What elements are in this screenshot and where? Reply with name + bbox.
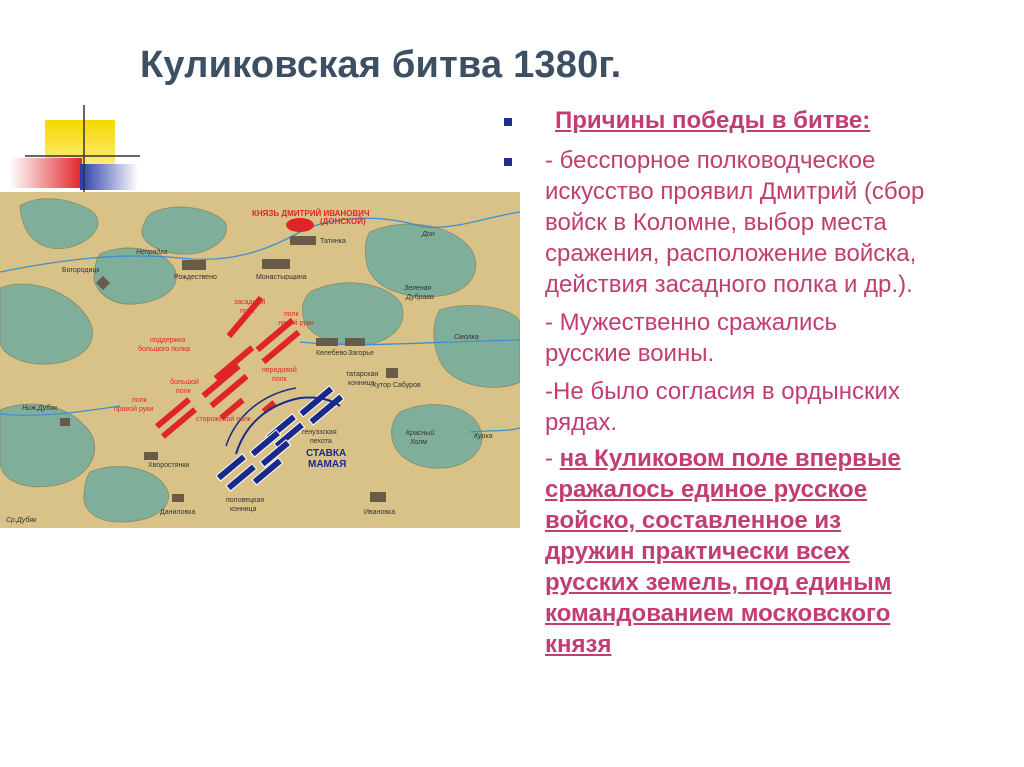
slide-title: Куликовская битва 1380г. bbox=[140, 44, 622, 86]
text-line: сражения, расположение войска, bbox=[545, 240, 917, 267]
label-bolshoy-1: большой bbox=[170, 379, 199, 386]
battle-map bbox=[0, 192, 520, 528]
label-krasny-2: Холм bbox=[410, 439, 428, 446]
text-line-emphasis: князя bbox=[545, 631, 612, 658]
label-levoy-1: полк bbox=[284, 311, 299, 318]
label-khvorostyanki: Хворостянки bbox=[148, 462, 190, 469]
red-gradient-bar bbox=[10, 158, 82, 188]
label-danilovka: Даниловка bbox=[160, 509, 196, 516]
label-polovetskaya-2: конница bbox=[230, 506, 257, 513]
label-nizhdubyak: Ниж.Дубяк bbox=[22, 405, 58, 412]
list-heading: Причины победы в битве: bbox=[555, 107, 871, 134]
village-rozhdestveno bbox=[182, 260, 206, 270]
label-storozhevoy: сторожевой полк bbox=[196, 416, 251, 423]
label-zelenaya: Зеленая bbox=[404, 285, 432, 292]
label-prince-2: (ДОНСКОЙ) bbox=[320, 217, 366, 226]
blue-gradient-bar bbox=[80, 164, 138, 190]
village-kelebevo bbox=[316, 338, 338, 346]
village-khutor bbox=[386, 368, 398, 378]
village-monastyrshchina bbox=[262, 259, 290, 269]
label-genuezskaya-1: генуэзская bbox=[302, 429, 337, 436]
village-zagorye bbox=[345, 338, 365, 346]
decorative-squares bbox=[0, 100, 140, 200]
text-line: - Мужественно сражались bbox=[545, 309, 837, 336]
village-nizhdubyak bbox=[60, 418, 70, 426]
label-peredovoy-2: полк bbox=[272, 376, 287, 383]
label-kelebevo: Келебево bbox=[316, 350, 347, 357]
emphasis-text: на Куликовом поле впервые bbox=[559, 445, 901, 472]
label-peredovoy-1: передовой bbox=[262, 367, 297, 374]
village-danilovka bbox=[172, 494, 184, 502]
label-bogoroditsk: Богородицк bbox=[62, 267, 100, 274]
label-polk: полк bbox=[240, 308, 255, 315]
text-line: -Не было согласия в ордынских bbox=[545, 378, 900, 405]
text-line: - бесспорное полководческое bbox=[545, 147, 876, 174]
text-line-emphasis: русских земель, под единым bbox=[545, 569, 892, 596]
text-line: русские воины. bbox=[545, 340, 715, 367]
label-tatarskaya-1: татарская bbox=[346, 371, 379, 378]
text-line: рядах. bbox=[545, 409, 618, 436]
label-don: Дон bbox=[422, 231, 435, 238]
label-stavka-1: СТАВКА bbox=[306, 448, 347, 459]
village-ivanovka bbox=[370, 492, 386, 502]
bullet-icon bbox=[504, 118, 512, 126]
label-srdubyak: Ср.Дубяк bbox=[6, 517, 37, 524]
text-line-emphasis bbox=[545, 444, 901, 474]
label-rozhdestveno: Рождествено bbox=[174, 274, 217, 281]
label-pravoy-2: правой руки bbox=[114, 406, 154, 413]
label-bolshoy-2: полк bbox=[176, 388, 191, 395]
bullet-icon bbox=[504, 158, 512, 166]
label-ivanovka: Ивановка bbox=[364, 509, 396, 516]
label-levoy-2: левой руки bbox=[278, 320, 314, 327]
dash-prefix: - bbox=[545, 445, 560, 472]
label-zasadny: засадный bbox=[234, 299, 266, 306]
label-kurka: Курка bbox=[474, 433, 493, 440]
village-khvorostyanki bbox=[144, 452, 158, 460]
forest-center-right bbox=[302, 283, 403, 345]
text-line: войск в Коломне, выбор места bbox=[545, 209, 887, 236]
text-line-emphasis: войско, составленное из bbox=[545, 507, 842, 534]
label-prince: КНЯЗЬ ДМИТРИЙ ИВАНОВИЧ bbox=[252, 209, 370, 218]
text-line: искусство проявил Дмитрий (сбор bbox=[545, 178, 925, 205]
label-stavka-2: МАМАЯ bbox=[308, 459, 347, 470]
prince-dmitry-marker bbox=[286, 218, 314, 232]
text-line-emphasis: дружин практически всех bbox=[545, 538, 850, 565]
label-podderzhka-2: большого полка bbox=[138, 346, 190, 353]
label-zagorye: Загорье bbox=[348, 350, 374, 357]
text-line-emphasis: сражалось единое русское bbox=[545, 476, 868, 503]
label-khutor: Хутор Сабуров bbox=[372, 382, 421, 389]
label-podderzhka-1: поддержка bbox=[150, 337, 186, 344]
label-nepryadva: Непрядва bbox=[136, 249, 168, 256]
label-tatinka: Татинка bbox=[320, 238, 346, 245]
label-dubrava: Дубрава bbox=[406, 294, 434, 301]
label-genuezskaya-2: пехота bbox=[310, 438, 332, 445]
village-tatinka bbox=[290, 236, 316, 245]
text-line-emphasis: командованием московского bbox=[545, 600, 891, 627]
label-polovetskaya-1: половецкая bbox=[226, 497, 265, 504]
label-tatarskaya-2: конница bbox=[348, 380, 375, 387]
label-krasny-1: Красный bbox=[406, 430, 435, 437]
text-line: действия засадного полка и др.). bbox=[545, 271, 913, 298]
label-pravoy-1: полк bbox=[132, 397, 147, 404]
label-smolka: Смолка bbox=[454, 334, 479, 341]
label-monastyrshchina: Монастырщина bbox=[256, 274, 307, 281]
